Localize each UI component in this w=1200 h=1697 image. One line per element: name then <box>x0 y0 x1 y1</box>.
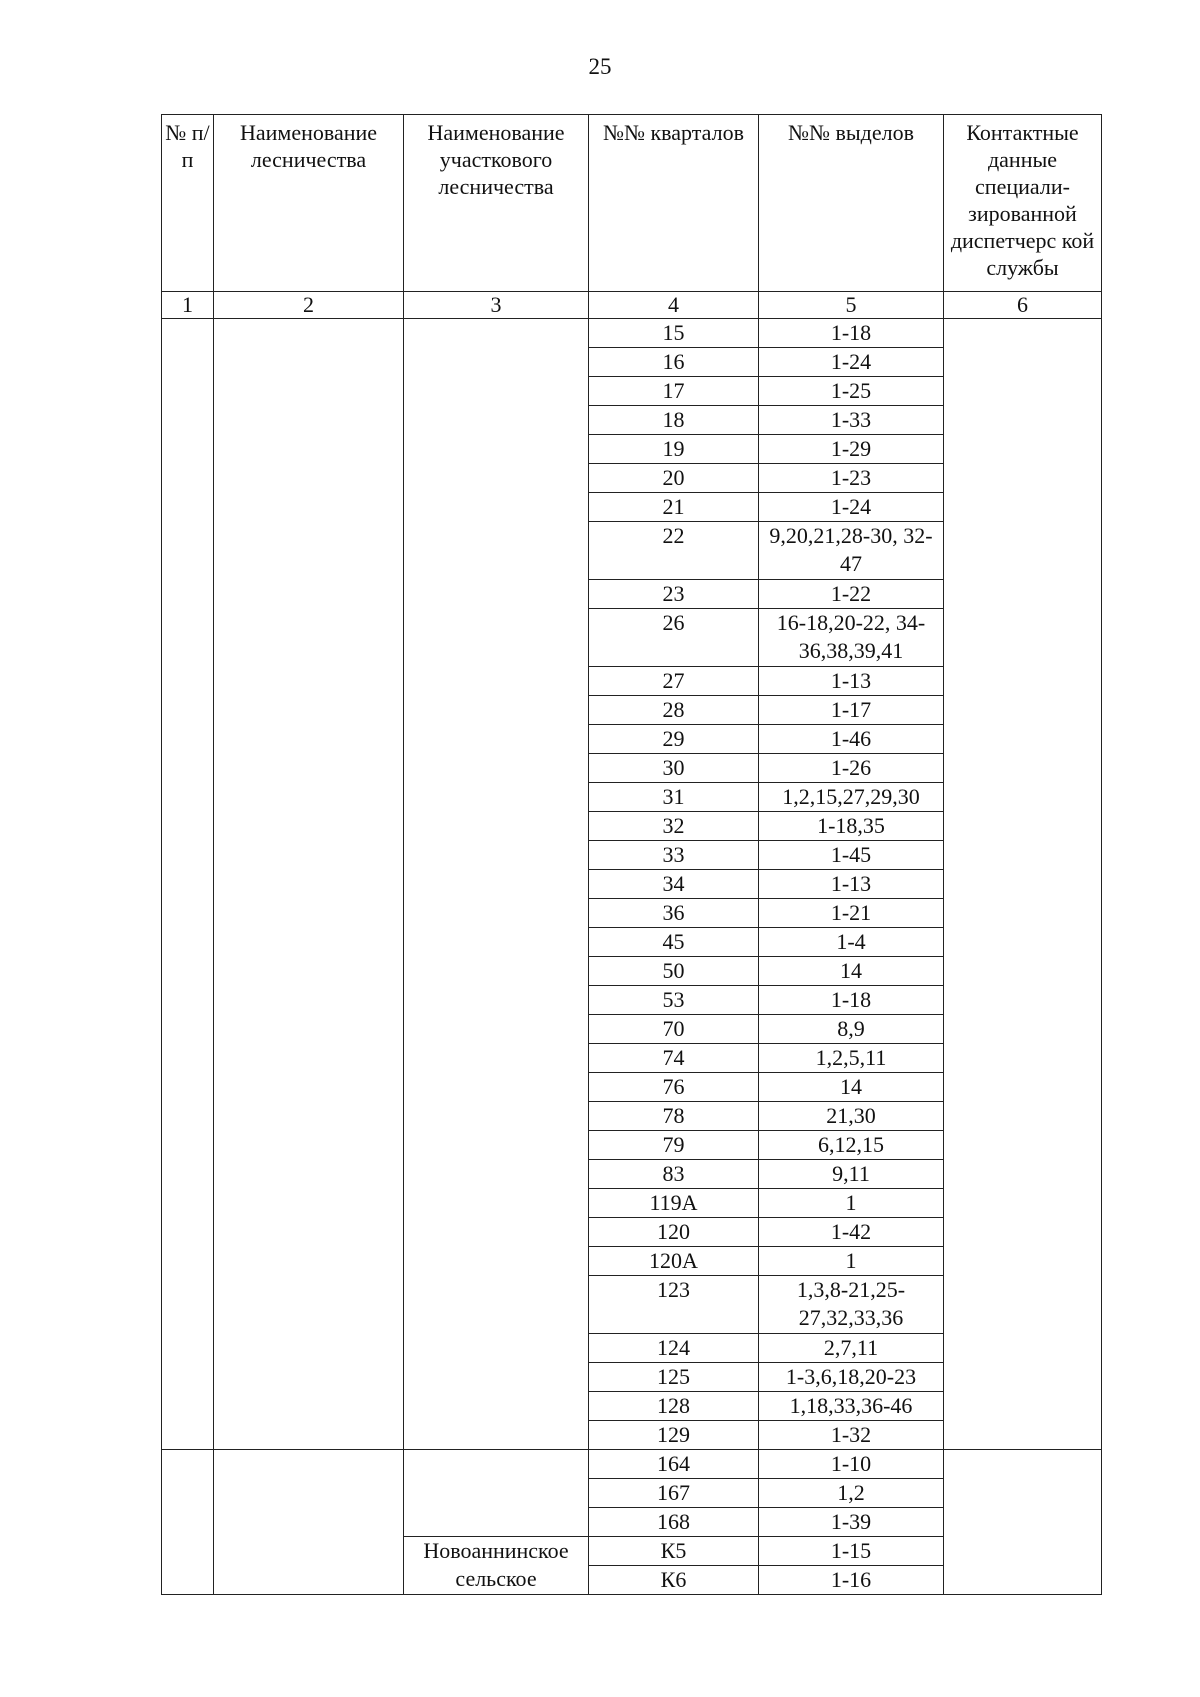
kvartal-cell: 28 <box>589 696 759 725</box>
kvartal-cell: 164 <box>589 1450 759 1479</box>
kvartal-cell: 26 <box>589 609 759 667</box>
lesnichestvo-cell <box>214 1450 404 1595</box>
contact-cell <box>944 319 1102 1450</box>
kvartal-cell: 123 <box>589 1276 759 1334</box>
kvartal-cell: 19 <box>589 435 759 464</box>
videl-cell: 1-25 <box>759 377 944 406</box>
kvartal-cell: 33 <box>589 841 759 870</box>
videl-cell: 1-32 <box>759 1421 944 1450</box>
videl-cell: 1-17 <box>759 696 944 725</box>
column-number: 6 <box>944 292 1102 319</box>
videl-cell: 2,7,11 <box>759 1334 944 1363</box>
videl-cell: 1,18,33,36-46 <box>759 1392 944 1421</box>
kvartal-cell: 168 <box>589 1508 759 1537</box>
header-cell: Наименование участкового лесничества <box>404 115 589 292</box>
header-row <box>162 115 1102 292</box>
videl-cell: 1-3,6,18,20-23 <box>759 1363 944 1392</box>
lesnichestvo-cell <box>214 319 404 1450</box>
kvartal-cell: 17 <box>589 377 759 406</box>
kvartal-cell: 79 <box>589 1131 759 1160</box>
column-number: 1 <box>162 292 214 319</box>
videl-cell: 1-46 <box>759 725 944 754</box>
videl-cell: 1 <box>759 1189 944 1218</box>
kvartal-cell: 78 <box>589 1102 759 1131</box>
table-row <box>162 319 1102 348</box>
kvartal-cell: 15 <box>589 319 759 348</box>
videl-cell: 1-21 <box>759 899 944 928</box>
kvartal-cell: 124 <box>589 1334 759 1363</box>
kvartal-cell: 22 <box>589 522 759 580</box>
column-number: 5 <box>759 292 944 319</box>
videl-cell: 1-18 <box>759 986 944 1015</box>
uchastok-cell <box>404 319 589 1450</box>
page-number: 25 <box>588 54 612 79</box>
kvartal-cell: 34 <box>589 870 759 899</box>
header-cell: №№ выделов <box>759 115 944 292</box>
uchastok-cell <box>404 1450 589 1537</box>
kvartal-cell: 36 <box>589 899 759 928</box>
kvartal-cell: 18 <box>589 406 759 435</box>
np-cell <box>162 1450 214 1595</box>
kvartal-cell: 27 <box>589 667 759 696</box>
videl-cell: 6,12,15 <box>759 1131 944 1160</box>
kvartal-cell: К5 <box>589 1537 759 1566</box>
videl-cell: 1-15 <box>759 1537 944 1566</box>
contact-cell <box>944 1450 1102 1595</box>
column-number: 4 <box>589 292 759 319</box>
kvartal-cell: 70 <box>589 1015 759 1044</box>
videl-cell: 9,11 <box>759 1160 944 1189</box>
videl-cell: 8,9 <box>759 1015 944 1044</box>
column-number-row <box>162 292 1102 319</box>
videl-cell: 1-45 <box>759 841 944 870</box>
table-row <box>162 1450 1102 1479</box>
header-cell: Контактные данные специали-зированной диспетчерс кой службы <box>944 115 1102 292</box>
forest-table <box>161 114 1102 1595</box>
videl-cell: 1-39 <box>759 1508 944 1537</box>
videl-cell: 1 <box>759 1247 944 1276</box>
column-number: 3 <box>404 292 589 319</box>
videl-cell: 1-33 <box>759 406 944 435</box>
kvartal-cell: 53 <box>589 986 759 1015</box>
videl-cell: 1,3,8-21,25-27,32,33,36 <box>759 1276 944 1334</box>
kvartal-cell: 21 <box>589 493 759 522</box>
kvartal-cell: 120 <box>589 1218 759 1247</box>
column-number: 2 <box>214 292 404 319</box>
kvartal-cell: 83 <box>589 1160 759 1189</box>
kvartal-cell: 76 <box>589 1073 759 1102</box>
kvartal-cell: 16 <box>589 348 759 377</box>
header-cell: Наименование лесничества <box>214 115 404 292</box>
videl-cell: 1-13 <box>759 870 944 899</box>
videl-cell: 1-23 <box>759 464 944 493</box>
videl-cell: 1-18,35 <box>759 812 944 841</box>
kvartal-cell: 167 <box>589 1479 759 1508</box>
videl-cell: 1-29 <box>759 435 944 464</box>
kvartal-cell: 125 <box>589 1363 759 1392</box>
videl-cell: 1-4 <box>759 928 944 957</box>
videl-cell: 1,2,5,11 <box>759 1044 944 1073</box>
videl-cell: 1-16 <box>759 1566 944 1595</box>
videl-cell: 1-10 <box>759 1450 944 1479</box>
videl-cell: 9,20,21,28-30, 32-47 <box>759 522 944 580</box>
videl-cell: 1-24 <box>759 493 944 522</box>
videl-cell: 1-26 <box>759 754 944 783</box>
kvartal-cell: 50 <box>589 957 759 986</box>
kvartal-cell: 120А <box>589 1247 759 1276</box>
header-cell: №№ кварталов <box>589 115 759 292</box>
videl-cell: 1-18 <box>759 319 944 348</box>
videl-cell: 21,30 <box>759 1102 944 1131</box>
kvartal-cell: 128 <box>589 1392 759 1421</box>
kvartal-cell: 29 <box>589 725 759 754</box>
header-cell: № п/п <box>162 115 214 292</box>
videl-cell: 1-13 <box>759 667 944 696</box>
videl-cell: 16-18,20-22, 34-36,38,39,41 <box>759 609 944 667</box>
videl-cell: 1,2 <box>759 1479 944 1508</box>
np-cell <box>162 319 214 1450</box>
uchastok-name-cell: Новоаннинское сельское <box>404 1537 589 1595</box>
videl-cell: 14 <box>759 957 944 986</box>
kvartal-cell: 23 <box>589 580 759 609</box>
videl-cell: 1-22 <box>759 580 944 609</box>
videl-cell: 14 <box>759 1073 944 1102</box>
videl-cell: 1-42 <box>759 1218 944 1247</box>
videl-cell: 1,2,15,27,29,30 <box>759 783 944 812</box>
kvartal-cell: 119А <box>589 1189 759 1218</box>
kvartal-cell: К6 <box>589 1566 759 1595</box>
videl-cell: 1-24 <box>759 348 944 377</box>
kvartal-cell: 32 <box>589 812 759 841</box>
kvartal-cell: 30 <box>589 754 759 783</box>
kvartal-cell: 31 <box>589 783 759 812</box>
kvartal-cell: 45 <box>589 928 759 957</box>
kvartal-cell: 129 <box>589 1421 759 1450</box>
kvartal-cell: 74 <box>589 1044 759 1073</box>
kvartal-cell: 20 <box>589 464 759 493</box>
